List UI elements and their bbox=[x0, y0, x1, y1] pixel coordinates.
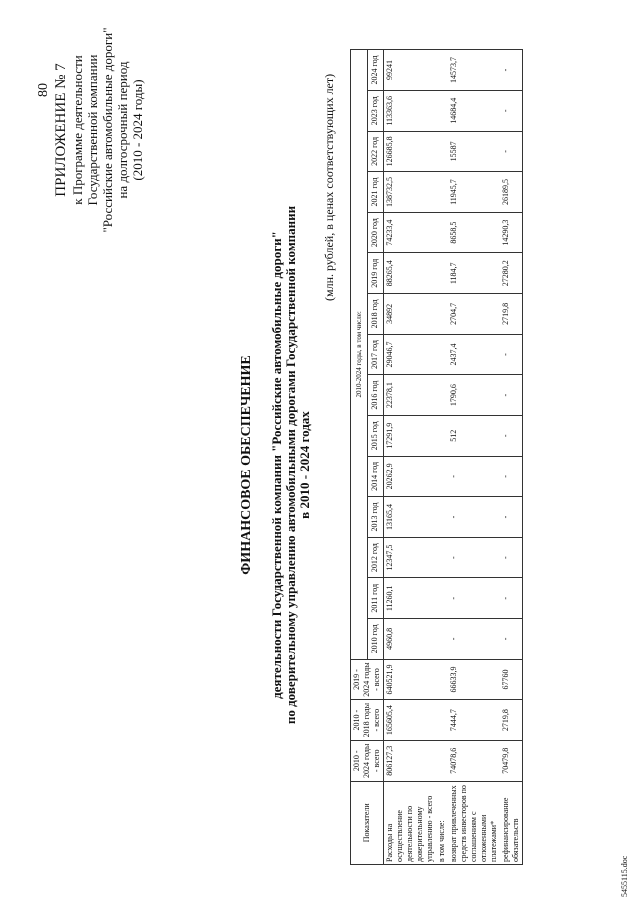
table-cell: 165605,4 bbox=[384, 700, 437, 741]
table-cell: - bbox=[500, 90, 523, 131]
table-cell: 67760 bbox=[500, 659, 523, 700]
table-cell: 74233,4 bbox=[384, 212, 437, 253]
table-cell: 2719,8 bbox=[500, 700, 523, 741]
header-year: 2010 год bbox=[367, 619, 384, 660]
table-cell: 26189,5 bbox=[500, 172, 523, 213]
table-row bbox=[436, 50, 448, 865]
table-cell: 11260,1 bbox=[384, 578, 437, 619]
table-cell: - bbox=[448, 537, 500, 578]
table-cell: 14573,7 bbox=[448, 50, 500, 91]
header-year: 2019 год bbox=[367, 253, 384, 294]
header-year: 2023 год bbox=[367, 90, 384, 131]
header-year: 2020 год bbox=[367, 212, 384, 253]
page-number: 80 bbox=[36, 83, 51, 97]
table-cell: 1184,7 bbox=[448, 253, 500, 294]
table-cell: 15587 bbox=[448, 131, 500, 172]
table-cell: 126685,8 bbox=[384, 131, 437, 172]
appendix-line: на долгосрочный период bbox=[115, 61, 130, 199]
table-cell: 2437,4 bbox=[448, 334, 500, 375]
row-label: возврат привлеченных средств инвесторов по соглашениям с отложенными платежами* bbox=[448, 781, 500, 864]
appendix-line: (2010 - 2024 годы) bbox=[130, 79, 145, 181]
header-year: 2014 год bbox=[367, 456, 384, 497]
header-year: 2021 год bbox=[367, 172, 384, 213]
table-cell: 29046,7 bbox=[384, 334, 437, 375]
header-year: 2012 год bbox=[367, 537, 384, 578]
table-cell: - bbox=[500, 497, 523, 538]
table-cell: - bbox=[448, 578, 500, 619]
heading-line-3: в 2010 - 2024 годах bbox=[297, 411, 312, 519]
header-indicator: Показатели bbox=[351, 781, 384, 864]
header-year: 2022 год bbox=[367, 131, 384, 172]
header-year: 2024 год bbox=[367, 50, 384, 91]
table-cell: - bbox=[448, 619, 500, 660]
table-cell: 12347,5 bbox=[384, 537, 437, 578]
appendix-title: ПРИЛОЖЕНИЕ № 7 bbox=[53, 63, 69, 197]
table-cell: - bbox=[500, 375, 523, 416]
table-cell: 27280,2 bbox=[500, 253, 523, 294]
financing-table bbox=[350, 49, 523, 865]
table-cell: 2719,8 bbox=[500, 294, 523, 335]
appendix-line: Государственной компании bbox=[85, 54, 100, 206]
table-cell: 640521,9 bbox=[384, 659, 437, 700]
units-note: (млн. рублей, в ценах соответствующих лет) bbox=[322, 73, 336, 301]
table-cell: - bbox=[500, 131, 523, 172]
header-total-2019-2024: 2019 - 2024 годы - всего bbox=[351, 659, 384, 700]
table-row bbox=[384, 50, 437, 865]
row-label: в том числе: bbox=[436, 781, 448, 864]
table-cell: 8658,5 bbox=[448, 212, 500, 253]
table-cell: 99241 bbox=[384, 50, 437, 91]
table-cell: 22378,1 bbox=[384, 375, 437, 416]
table-cell: 113363,6 bbox=[384, 90, 437, 131]
table-cell: - bbox=[500, 415, 523, 456]
heading-title: ФИНАНСОВОЕ ОБЕСПЕЧЕНИЕ bbox=[239, 355, 254, 575]
header-year: 2016 год bbox=[367, 375, 384, 416]
header-year: 2015 год bbox=[367, 415, 384, 456]
table-cell: 70479,8 bbox=[500, 740, 523, 781]
table-cell: - bbox=[500, 456, 523, 497]
table-cell: - bbox=[500, 50, 523, 91]
header-year: 2011 год bbox=[367, 578, 384, 619]
header-year: 2013 год bbox=[367, 497, 384, 538]
document-heading bbox=[238, 205, 312, 725]
header-year: 2018 год bbox=[367, 294, 384, 335]
table-cell: 14290,3 bbox=[500, 212, 523, 253]
header-total-2010-2024: 2010 - 2024 годы - всего bbox=[351, 740, 384, 781]
table-cell: 7444,7 bbox=[448, 700, 500, 741]
table-cell: 138732,5 bbox=[384, 172, 437, 213]
appendix-block bbox=[52, 5, 145, 255]
header-years-span: 2010-2024 годы, в том числе: bbox=[351, 50, 368, 660]
table-cell: 88265,4 bbox=[384, 253, 437, 294]
table-cell: 1790,6 bbox=[448, 375, 500, 416]
heading-line-2: по доверительному управлению автомобильными дорогами Государственной компании bbox=[283, 205, 298, 725]
table-cell: - bbox=[500, 334, 523, 375]
table-row bbox=[500, 50, 523, 865]
table-cell: 66633,9 bbox=[448, 659, 500, 700]
row-label: рефинансирование обязательств bbox=[500, 781, 523, 864]
appendix-line: к Программе деятельности bbox=[70, 55, 85, 205]
row-label: Расходы на осуществление деятельности по доверительному управлению - всего bbox=[384, 781, 437, 864]
table-cell: 74078,6 bbox=[448, 740, 500, 781]
table-cell: 806127,3 bbox=[384, 740, 437, 781]
table-cell: - bbox=[448, 497, 500, 538]
file-name-footer: 5455115.doc bbox=[620, 855, 629, 897]
table-row bbox=[448, 50, 500, 865]
header-total-2010-2018: 2010 - 2018 годы - всего bbox=[351, 700, 384, 741]
appendix-line: "Российские автомобильные дороги" bbox=[100, 27, 115, 233]
table-cell: 34892 bbox=[384, 294, 437, 335]
table-cell: 512 bbox=[448, 415, 500, 456]
heading-line-1: деятельности Государственной компании "Российские автомобильные дороги" bbox=[269, 231, 284, 699]
header-year: 2017 год bbox=[367, 334, 384, 375]
table-cell: 11945,7 bbox=[448, 172, 500, 213]
table-cell: - bbox=[500, 537, 523, 578]
table-cell: 17291,9 bbox=[384, 415, 437, 456]
table-cell: - bbox=[500, 578, 523, 619]
table-cell: 2704,7 bbox=[448, 294, 500, 335]
table-cell: 14684,4 bbox=[448, 90, 500, 131]
table-cell: - bbox=[448, 456, 500, 497]
table-cell: 4960,8 bbox=[384, 619, 437, 660]
table-cell: 20262,9 bbox=[384, 456, 437, 497]
table-cell: 13165,4 bbox=[384, 497, 437, 538]
table-cell: - bbox=[500, 619, 523, 660]
